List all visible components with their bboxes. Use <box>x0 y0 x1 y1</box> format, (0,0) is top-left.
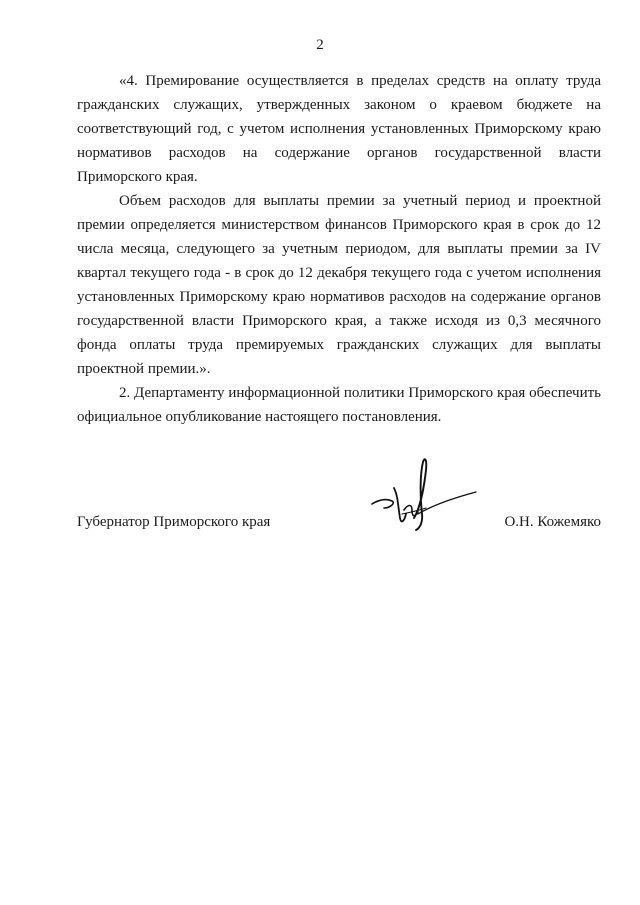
paragraph-expense-volume: Объем расходов для выплаты премии за учетный период и проектной премии определяется министерством финансов Приморского края в срок до 12 числа месяца, следующего за учетным периодом, для выплаты премии за IV квартал текущего года - в срок до 12 декабря текущего года с учетом исполнения установленных Приморскому краю нормативов расходов на содержание органов государственной власти Приморского края, а также исходя из 0,3 месячного фонда оплаты труда премируемых гражданских служащих для выплаты проектной премии.». <box>77 193 601 377</box>
paragraph-bonus-clause: «4. Премирование осуществляется в пределах средств на оплату труда гражданских служащих, утвержденных законом о краевом бюджете на соответствующий год, с учетом исполнения установленных Приморскому краю нормативов расходов на содержание органов государственной власти Приморского края. <box>77 73 601 185</box>
signatory-name: О.Н. Кожемяко <box>504 514 601 530</box>
paragraph-publication: 2. Департаменту информационной политики Приморского края обеспечить официальное опубликование настоящего постановления. <box>77 385 601 425</box>
document-body <box>77 69 601 429</box>
signature-block <box>77 512 601 536</box>
page-number: 2 <box>316 37 324 53</box>
signatory-title: Губернатор Приморского края <box>77 514 271 530</box>
